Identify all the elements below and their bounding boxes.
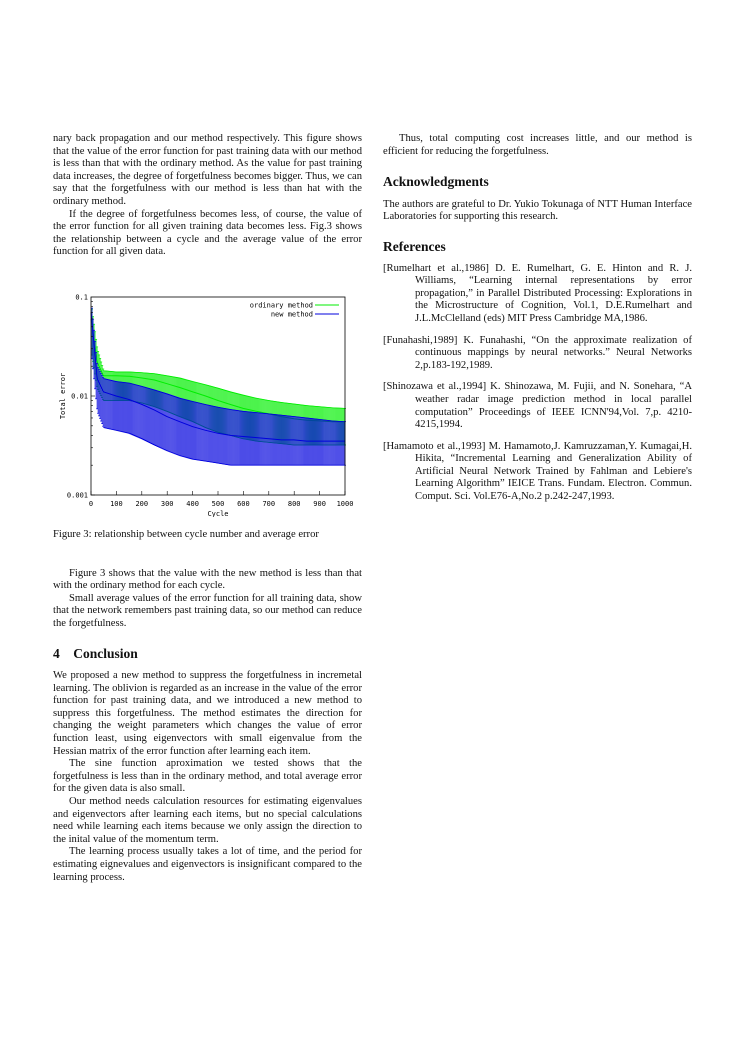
x-tick-label: 0 bbox=[88, 499, 94, 508]
left-column bbox=[53, 133, 362, 884]
x-tick-label: 600 bbox=[237, 499, 250, 508]
reference-key: [Hamamoto et al.,1993] bbox=[383, 440, 486, 452]
x-tick-label: 200 bbox=[135, 499, 149, 508]
reference-item bbox=[383, 263, 692, 326]
paragraph: If the degree of forgetfulness becomes less, of course, the value of the error function for all given training data becomes less. Fig.3 shows the relationship between a cycle and the average value of the error function for all given data. bbox=[53, 208, 362, 258]
reference-text: K. Shinozawa, M. Fujii, and N. Sonehara, “A weather radar image prediction method in local parallel computation” Proceedings of IEEE ICNN'94,Vol. 7,p. 4210-4215,1994. bbox=[415, 381, 692, 431]
x-tick-label: 800 bbox=[287, 499, 301, 508]
series-new-errorbars bbox=[91, 308, 346, 465]
x-tick-label: 700 bbox=[262, 499, 276, 508]
reference-key: [Shinozawa et al.,1994] bbox=[383, 381, 487, 393]
paragraph: Our method needs calculation resources for estimating eigenvalues and eigenvectors after learning each items, but no special calculations need while learning each items because we only assign the direction to the inital value of the momentum term. bbox=[53, 796, 362, 845]
paragraph: Small average values of the error function for all training data, show that the network remembers past training data, so our method can reduce the forgetfulness. bbox=[53, 592, 362, 629]
x-tick-label: 500 bbox=[211, 499, 225, 508]
reference-text: K. Funahashi, “On the approximate realization of continuous mappings by neural networks.” Neural Networks 2,p.183-192,1989. bbox=[415, 334, 692, 371]
acknowledgments-text: The authors are grateful to Dr. Yukio Tokunaga of NTT Human Interface Laboratories for supporting this research. bbox=[383, 198, 692, 223]
x-tick-label: 100 bbox=[110, 499, 123, 508]
reference-item bbox=[383, 381, 692, 431]
legend-label: ordinary method bbox=[249, 301, 313, 310]
reference-text: D. E. Rumelhart, G. E. Hinton and R. J. Williams, “Learning internal representations by error propagation,” in Parallel Distributed Processing: Explorations in the Microstructure of Cognition, Vol.1, D.E.Rumelhart and J.L.McClelland (eds) MIT Press Cambridge MA,1986. bbox=[415, 262, 692, 324]
reference-list bbox=[383, 263, 692, 504]
legend-label: new method bbox=[270, 310, 313, 319]
section-heading bbox=[53, 645, 362, 661]
reference-key: [Rumelhart et al.,1986] bbox=[383, 262, 489, 274]
x-tick-label: 900 bbox=[313, 499, 326, 508]
y-axis-label: Total error bbox=[59, 372, 67, 420]
figure-caption: Figure 3: relationship between cycle number and average error bbox=[53, 528, 319, 540]
paragraph: The learning process usually takes a lot of time, and the period for estimating eignevalues and eigenvectors is insignificant compared to the learning process. bbox=[53, 846, 362, 883]
error-chart bbox=[53, 287, 362, 517]
paragraph: We proposed a new method to suppress the forgetfulness in incremetal learning. The oblivion is regarded as an increase in the value of the error function for past training data, and we introduced a new method to suppress this forgetfulness. The method estimates the direction for changing the weight parameters which changes the value of error function least, using eigenvectors with small eigenvalue from the Hessian matrix of the error function after learning each item. bbox=[53, 670, 362, 757]
paragraph: Thus, total computing cost increases little, and our method is efficient for reducing the forgetfulness. bbox=[383, 133, 692, 157]
reference-key: [Funahashi,1989] bbox=[383, 334, 458, 346]
x-tick-label: 1000 bbox=[336, 499, 354, 508]
reference-item bbox=[383, 335, 692, 373]
section-number: 4 bbox=[53, 645, 60, 661]
x-axis-label: Cycle bbox=[207, 509, 229, 517]
paragraph: The sine function aproximation we tested shows that the forgetfulness is less than in the ordinary method, and total average error for the given data is also small. bbox=[53, 758, 362, 795]
references-heading: References bbox=[383, 238, 446, 254]
reference-text: M. Hamamoto,J. Kamruzzaman,Y. Kumagai,H. Hikita, “Incremental Learning and Generalization Ability of Artificial Neural Network Trained by Fahlman and Lebiere's Learning Algorithm” IEICE Trans. Fundam. Electron. Commun. Comput. Sci. Vol.E76-A,No.2 p.242-247,1993. bbox=[415, 440, 692, 503]
x-tick-label: 400 bbox=[186, 499, 199, 508]
paragraph: nary back propagation and our method respectively. This figure shows that the value of the error function for past training data with our method is less than that with the ordinary method. As the value for past training data increases, the degree of forgetfulness becomes bigger. Thus, we can say that the forgetfulness with our method is less than hat with the ordinary method. bbox=[53, 133, 362, 207]
y-tick-label: 0.1 bbox=[75, 293, 88, 302]
y-tick-label: 0.01 bbox=[71, 392, 88, 401]
section-title: Conclusion bbox=[73, 645, 138, 661]
x-tick-label: 300 bbox=[160, 499, 174, 508]
acknowledgments-heading: Acknowledgments bbox=[383, 174, 489, 190]
figure-3 bbox=[53, 287, 362, 517]
paragraph: Figure 3 shows that the value with the new method is less than that with the ordinary method for each cycle. bbox=[53, 567, 362, 592]
right-column bbox=[383, 133, 692, 513]
reference-item bbox=[383, 441, 692, 504]
y-tick-label: 0.001 bbox=[66, 491, 88, 500]
